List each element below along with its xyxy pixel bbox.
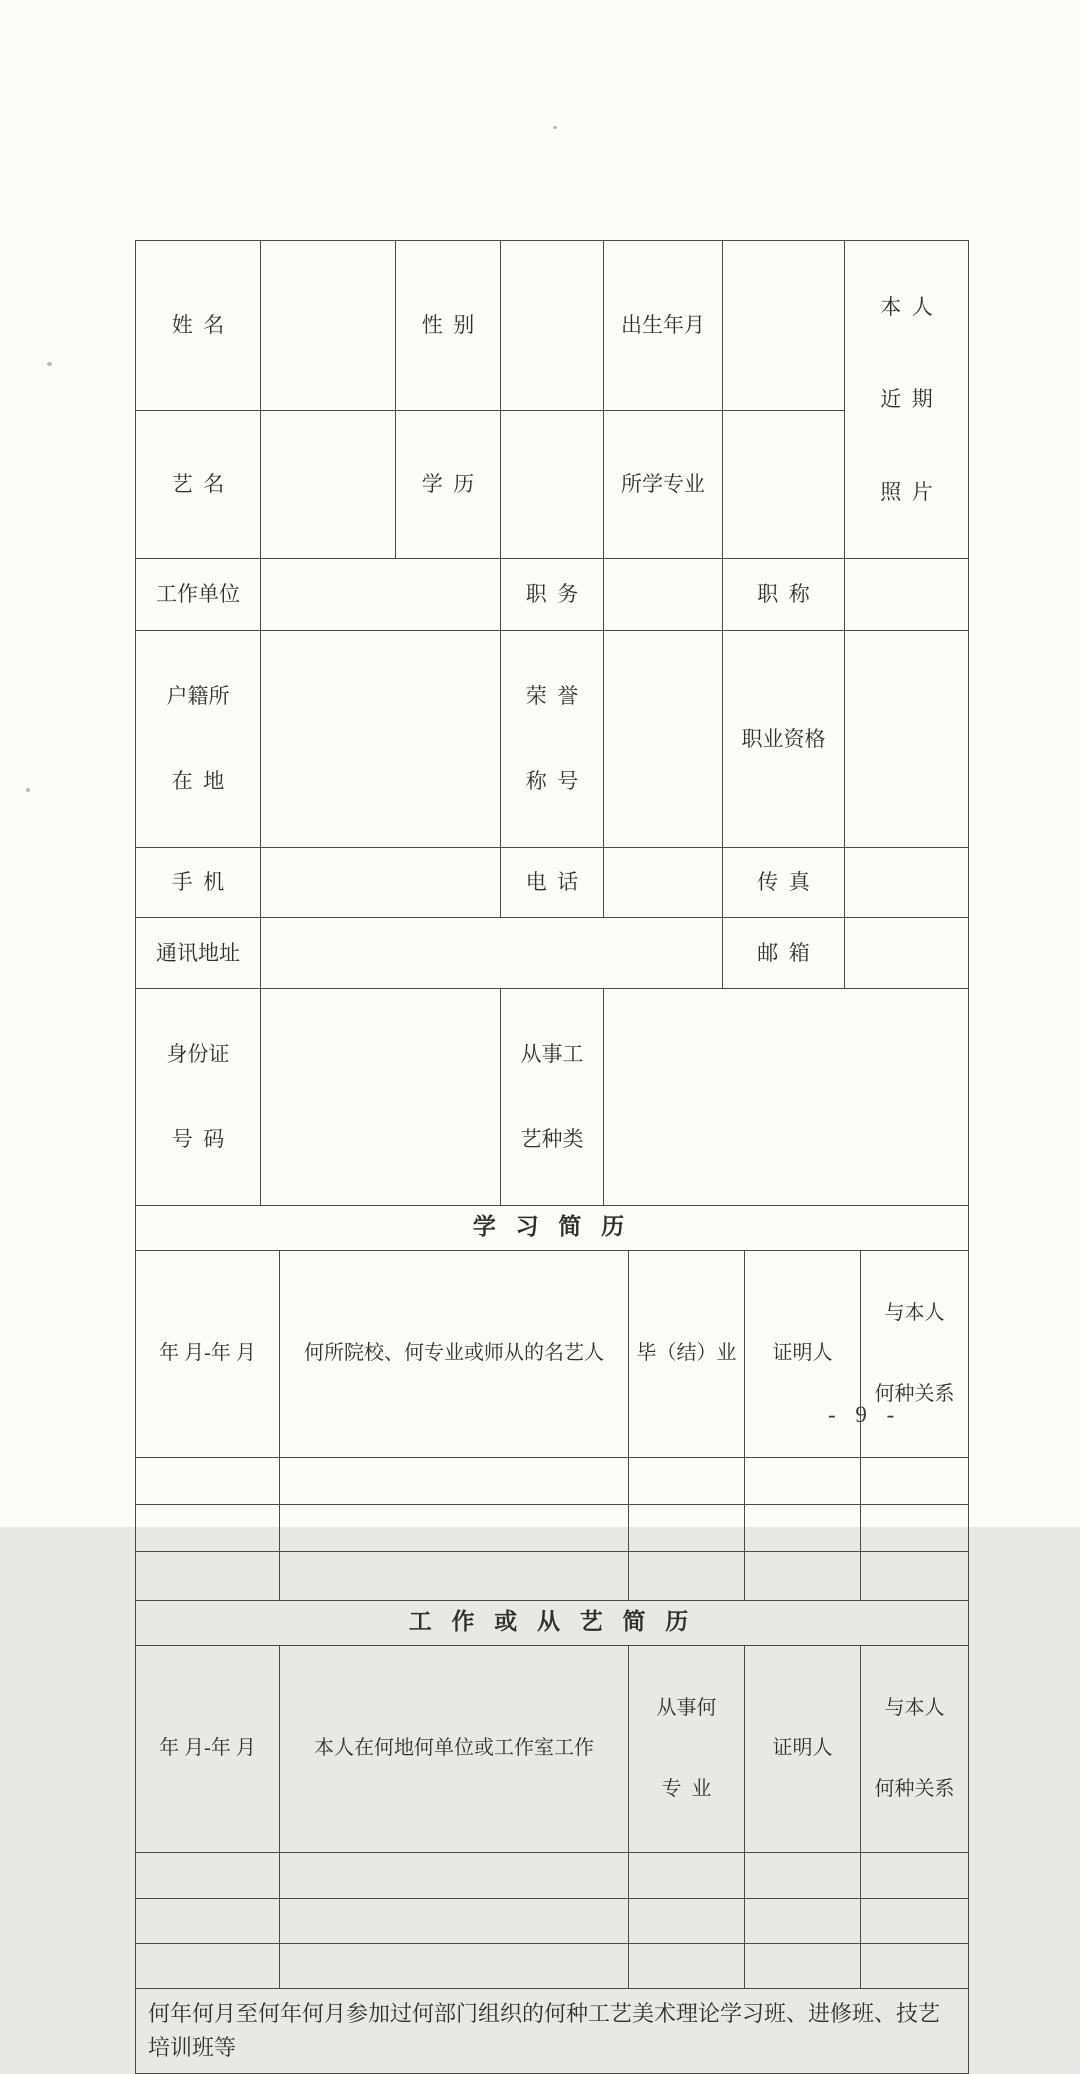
education-label: 学 历 bbox=[396, 411, 501, 559]
title-value-cell bbox=[845, 558, 969, 630]
birth-date-label: 出生年月 bbox=[604, 241, 723, 411]
scan-artifact bbox=[26, 788, 30, 792]
work-relation-header-line2: 何种关系 bbox=[874, 1777, 955, 1800]
work-unit-value-cell bbox=[261, 558, 501, 630]
id-number-label bbox=[136, 988, 261, 1205]
study-cell bbox=[136, 1551, 280, 1600]
photo-label-line3: 照 片 bbox=[880, 480, 933, 504]
major-label: 所学专业 bbox=[604, 411, 723, 559]
work-cell bbox=[280, 1852, 629, 1898]
honor-value-cell bbox=[604, 630, 723, 847]
study-cell bbox=[629, 1504, 745, 1551]
name-value-cell bbox=[261, 241, 396, 411]
work-history-table bbox=[135, 1600, 969, 2074]
title-label: 职 称 bbox=[723, 558, 845, 630]
craft-type-label bbox=[501, 988, 604, 1205]
gender-value-cell bbox=[501, 241, 604, 411]
work-cell bbox=[280, 1943, 629, 1988]
honor-label-line1: 荣 誉 bbox=[525, 684, 579, 709]
work-cell bbox=[861, 1898, 969, 1943]
phone-value-cell bbox=[604, 847, 723, 917]
major-value-cell bbox=[723, 411, 845, 559]
work-cell bbox=[745, 1898, 861, 1943]
study-cell bbox=[629, 1457, 745, 1504]
work-cell bbox=[136, 1943, 280, 1988]
work-cell bbox=[629, 1943, 745, 1988]
work-cell bbox=[136, 1898, 280, 1943]
study-cell bbox=[280, 1504, 629, 1551]
work-cell bbox=[280, 1898, 629, 1943]
birth-date-value-cell bbox=[723, 241, 845, 411]
address-value-cell bbox=[261, 917, 723, 988]
study-cell bbox=[745, 1457, 861, 1504]
residence-label bbox=[136, 630, 261, 847]
study-cell bbox=[745, 1504, 861, 1551]
study-period-header: 年 月-年 月 bbox=[136, 1250, 280, 1457]
scan-artifact bbox=[553, 126, 557, 129]
training-note: 何年何月至何年何月参加过何部门组织的何种工艺美术理论学习班、进修班、技艺培训班等 bbox=[136, 1988, 969, 2073]
study-cell bbox=[280, 1551, 629, 1600]
mobile-value-cell bbox=[261, 847, 501, 917]
work-cell bbox=[745, 1943, 861, 1988]
craft-type-value-cell bbox=[604, 988, 969, 1205]
work-cell bbox=[629, 1852, 745, 1898]
id-number-label-line2: 号 码 bbox=[171, 1127, 225, 1151]
personal-info-table bbox=[135, 240, 969, 1206]
work-empty-row bbox=[136, 1898, 969, 1943]
work-period-header: 年 月-年 月 bbox=[136, 1645, 280, 1852]
study-cell bbox=[280, 1457, 629, 1504]
work-cell bbox=[745, 1852, 861, 1898]
study-graduate-header: 毕（结）业 bbox=[629, 1250, 745, 1457]
application-form bbox=[135, 240, 968, 2074]
study-witness-header: 证明人 bbox=[745, 1250, 861, 1457]
name-label: 姓 名 bbox=[136, 241, 261, 411]
position-label: 职 务 bbox=[501, 558, 604, 630]
work-cell bbox=[861, 1943, 969, 1988]
study-cell bbox=[861, 1457, 969, 1504]
education-value-cell bbox=[501, 411, 604, 559]
work-empty-row bbox=[136, 1943, 969, 1988]
work-cell bbox=[629, 1898, 745, 1943]
photo-cell bbox=[845, 241, 969, 559]
fax-value-cell bbox=[845, 847, 969, 917]
work-witness-header: 证明人 bbox=[745, 1645, 861, 1852]
study-school-header: 何所院校、何专业或师从的名艺人 bbox=[280, 1250, 629, 1457]
id-number-label-line1: 身份证 bbox=[166, 1042, 230, 1067]
residence-value-cell bbox=[261, 630, 501, 847]
study-section-title: 学 习 简 历 bbox=[136, 1205, 969, 1250]
work-cell bbox=[861, 1852, 969, 1898]
study-cell bbox=[861, 1551, 969, 1600]
work-empty-row bbox=[136, 1852, 969, 1898]
id-number-value-cell bbox=[261, 988, 501, 1205]
craft-type-label-line2: 艺种类 bbox=[520, 1127, 584, 1151]
study-empty-row bbox=[136, 1504, 969, 1551]
work-unit-label: 工作单位 bbox=[136, 558, 261, 630]
work-profession-header-line2: 专 业 bbox=[661, 1777, 712, 1800]
address-label: 通讯地址 bbox=[136, 917, 261, 988]
work-section-title: 工 作 或 从 艺 简 历 bbox=[136, 1600, 969, 1645]
work-place-header: 本人在何地何单位或工作室工作 bbox=[280, 1645, 629, 1852]
honor-label bbox=[501, 630, 604, 847]
mobile-label: 手 机 bbox=[136, 847, 261, 917]
study-relation-header-line1: 与本人 bbox=[884, 1301, 945, 1324]
study-cell bbox=[136, 1457, 280, 1504]
work-relation-header bbox=[861, 1645, 969, 1852]
residence-label-line2: 在 地 bbox=[171, 769, 225, 793]
work-profession-header-line1: 从事何 bbox=[656, 1696, 717, 1719]
position-value-cell bbox=[604, 558, 723, 630]
gender-label: 性 别 bbox=[396, 241, 501, 411]
study-cell bbox=[136, 1504, 280, 1551]
study-relation-header-line2: 何种关系 bbox=[874, 1382, 955, 1405]
qualification-value-cell bbox=[845, 630, 969, 847]
email-value-cell bbox=[845, 917, 969, 988]
photo-label-line2: 近 期 bbox=[880, 387, 933, 412]
scan-artifact bbox=[47, 362, 52, 366]
work-cell bbox=[136, 1852, 280, 1898]
page-number: - 9 - bbox=[828, 1402, 902, 1427]
study-empty-row bbox=[136, 1551, 969, 1600]
study-empty-row bbox=[136, 1457, 969, 1504]
phone-label: 电 话 bbox=[501, 847, 604, 917]
craft-type-label-line1: 从事工 bbox=[520, 1042, 584, 1067]
art-name-value-cell bbox=[261, 411, 396, 559]
study-cell bbox=[745, 1551, 861, 1600]
fax-label: 传 真 bbox=[723, 847, 845, 917]
study-cell bbox=[861, 1504, 969, 1551]
residence-label-line1: 户籍所 bbox=[166, 684, 230, 709]
email-label: 邮 箱 bbox=[723, 917, 845, 988]
art-name-label: 艺 名 bbox=[136, 411, 261, 559]
work-profession-header bbox=[629, 1645, 745, 1852]
photo-label-line1: 本 人 bbox=[880, 294, 933, 319]
honor-label-line2: 称 号 bbox=[525, 769, 579, 793]
work-relation-header-line1: 与本人 bbox=[884, 1696, 945, 1719]
qualification-label: 职业资格 bbox=[723, 630, 845, 847]
study-cell bbox=[629, 1551, 745, 1600]
